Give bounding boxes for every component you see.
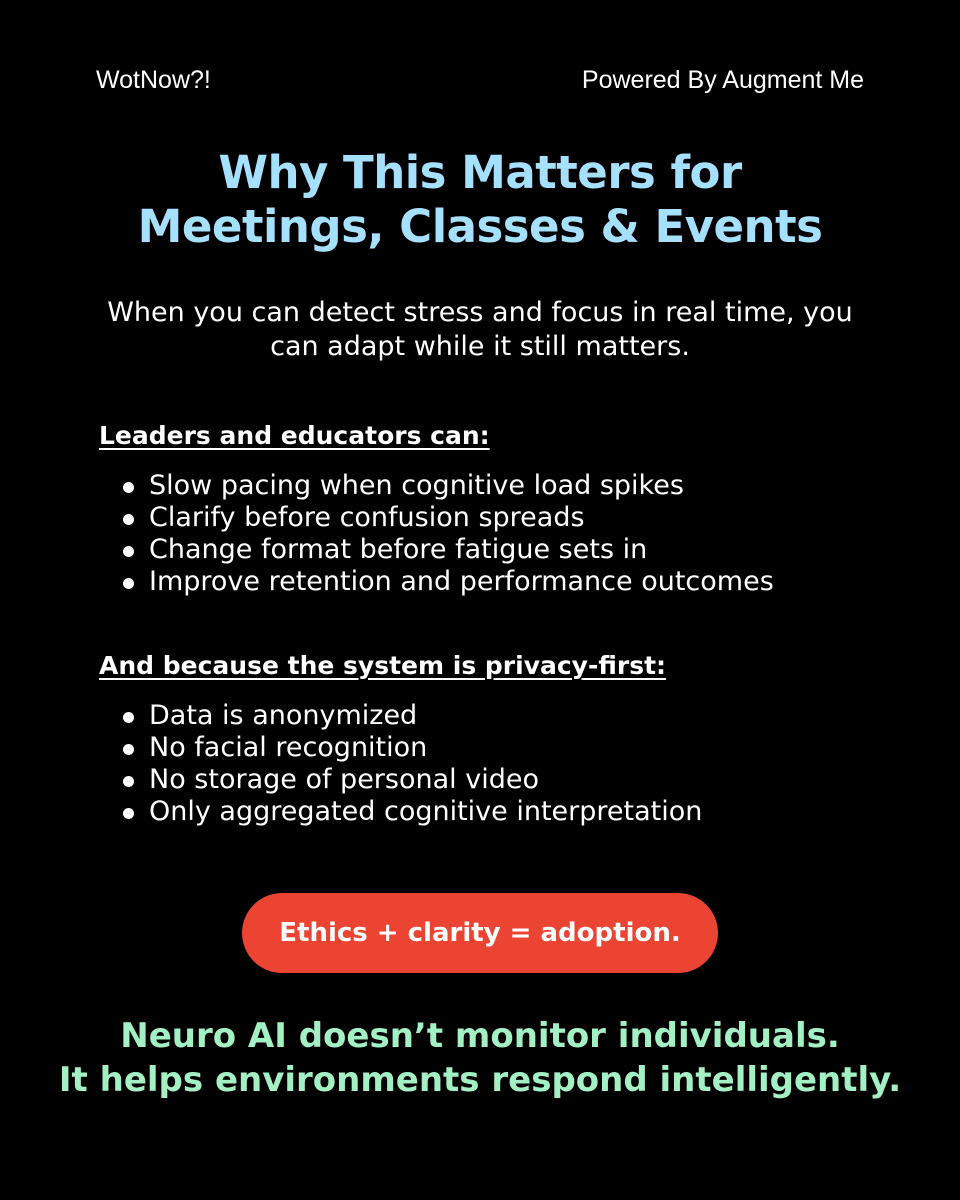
list-item [121, 796, 702, 828]
powered-by-text: Powered By Augment Me [581, 66, 864, 94]
top-bar [96, 64, 864, 96]
closing-line-1: Neuro AI doesn’t monitor individuals. [120, 1016, 840, 1056]
brand-name: WotNow?! [96, 66, 211, 94]
intro-line-1: When you can detect stress and focus in real time, you [107, 297, 853, 328]
closing-statement [0, 1014, 960, 1102]
list-item-text: Data is anonymized [149, 700, 418, 731]
list-item [121, 566, 774, 598]
privacy-list [121, 700, 702, 828]
list-item-text: Only aggregated cognitive interpretation [149, 796, 703, 827]
ethics-clarity-adoption-pill [242, 893, 718, 973]
list-item [121, 732, 702, 764]
title-line-2: Meetings, Classes & Events [137, 200, 823, 253]
list-item [121, 502, 774, 534]
list-item [121, 764, 702, 796]
list-item [121, 700, 702, 732]
bullet-dot-icon [123, 482, 134, 493]
title-line-1: Why This Matters for [218, 146, 742, 199]
cta-label: Ethics + clarity = adoption. [279, 918, 681, 948]
intro-paragraph [80, 296, 880, 364]
bullet-dot-icon [123, 578, 134, 589]
leaders-heading: Leaders and educators can: [99, 421, 490, 450]
list-item [121, 470, 774, 502]
list-item-text: Slow pacing when cognitive load spikes [149, 470, 684, 501]
bullet-dot-icon [123, 546, 134, 557]
list-item-text: Improve retention and performance outcomes [149, 566, 774, 597]
bullet-dot-icon [123, 744, 134, 755]
page-title [0, 146, 960, 254]
list-item-text: Change format before fatigue sets in [149, 534, 648, 565]
bullet-dot-icon [123, 776, 134, 787]
bullet-dot-icon [123, 514, 134, 525]
list-item [121, 534, 774, 566]
bullet-dot-icon [123, 808, 134, 819]
intro-line-2: can adapt while it still matters. [270, 331, 690, 362]
list-item-text: No storage of personal video [149, 764, 539, 795]
privacy-heading: And because the system is privacy-first: [99, 651, 667, 680]
list-item-text: Clarify before confusion spreads [149, 502, 585, 533]
leaders-list [121, 470, 774, 598]
closing-line-2: It helps environments respond intelligently. [58, 1060, 902, 1100]
bullet-dot-icon [123, 712, 134, 723]
list-item-text: No facial recognition [149, 732, 428, 763]
